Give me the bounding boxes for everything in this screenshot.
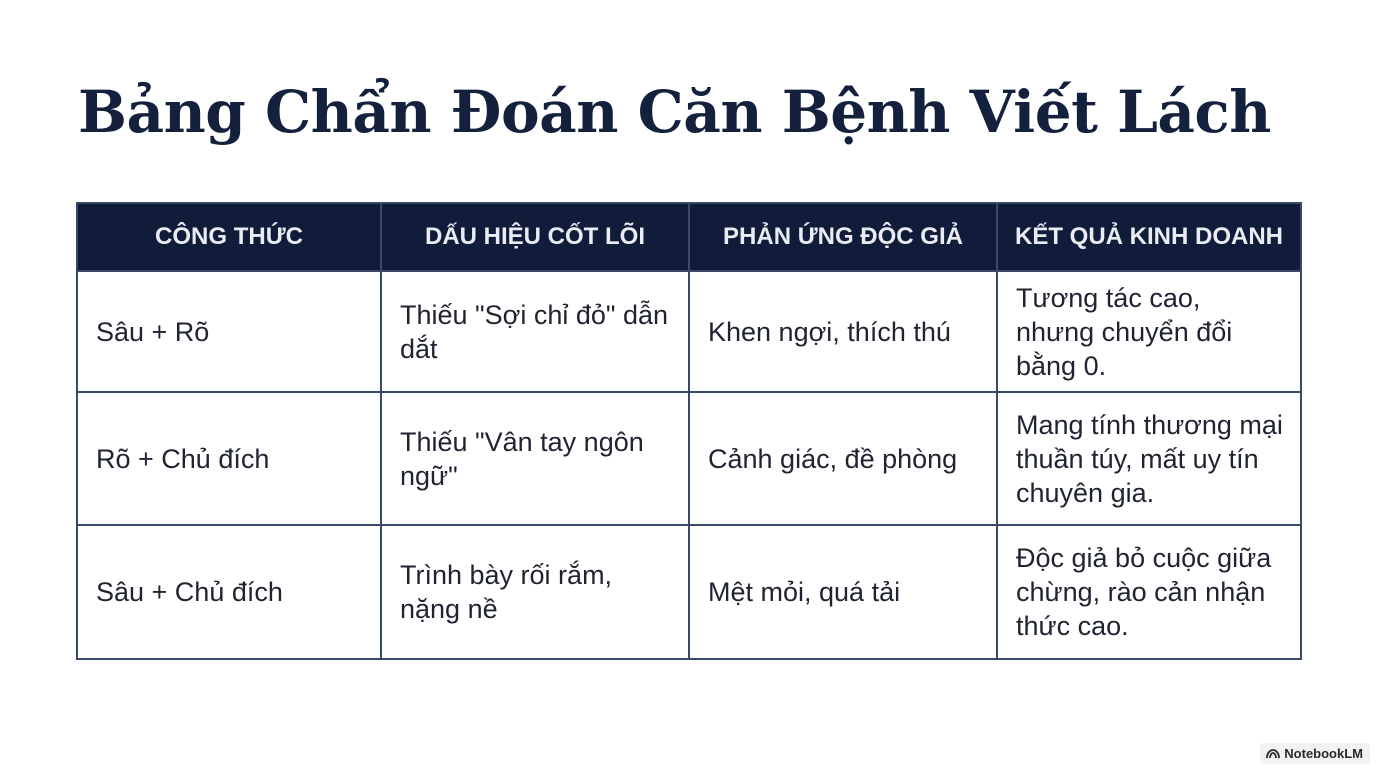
cell-formula: Rõ + Chủ đích: [77, 392, 381, 525]
cell-reaction: Cảnh giác, đề phòng: [689, 392, 997, 525]
badge-label: NotebookLM: [1284, 746, 1363, 761]
cell-result: Mang tính thương mại thuần túy, mất uy tín chuyên gia.: [997, 392, 1301, 525]
notebooklm-badge: [1260, 743, 1370, 764]
cell-result: Tương tác cao, nhưng chuyển đổi bằng 0.: [997, 271, 1301, 392]
cell-symptom: Thiếu "Vân tay ngôn ngữ": [381, 392, 689, 525]
table-row: [77, 271, 1301, 392]
cell-result: Độc giả bỏ cuộc giữa chừng, rào cản nhận thức cao.: [997, 525, 1301, 659]
cell-symptom: Trình bày rối rắm, nặng nề: [381, 525, 689, 659]
notebooklm-logo-icon: [1266, 749, 1280, 759]
cell-formula: Sâu + Rõ: [77, 271, 381, 392]
cell-symptom: Thiếu "Sợi chỉ đỏ" dẫn dắt: [381, 271, 689, 392]
header-phan-ung: PHẢN ỨNG ĐỘC GIẢ: [689, 203, 997, 271]
table-row: [77, 525, 1301, 659]
cell-reaction: Khen ngợi, thích thú: [689, 271, 997, 392]
table-header-row: [77, 203, 1301, 271]
page-title: Bảng Chẩn Đoán Căn Bệnh Viết Lách: [78, 78, 1271, 146]
cell-formula: Sâu + Chủ đích: [77, 525, 381, 659]
header-dau-hieu: DẤU HIỆU CỐT LÕI: [381, 203, 689, 271]
header-ket-qua: KẾT QUẢ KINH DOANH: [997, 203, 1301, 271]
header-cong-thuc: CÔNG THỨC: [77, 203, 381, 271]
cell-reaction: Mệt mỏi, quá tải: [689, 525, 997, 659]
diagnosis-table: [76, 202, 1302, 660]
table-row: [77, 392, 1301, 525]
